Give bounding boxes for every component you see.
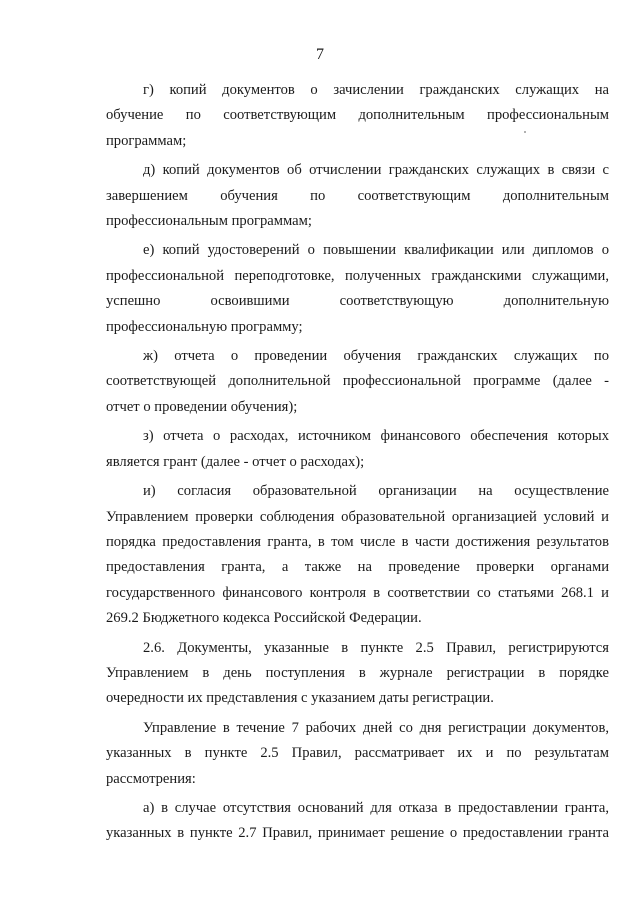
text-line: профессиональную программу; xyxy=(106,318,303,335)
text-line: государственного финансового контроля в соответствии со статьями 268.1 и xyxy=(106,584,609,601)
text-line: 269.2 Бюджетного кодекса Российской Федерации. xyxy=(106,610,422,627)
paragraph-zh xyxy=(106,344,609,420)
page-number: 7 xyxy=(316,46,324,63)
paragraph-i xyxy=(106,479,609,631)
text-line: указанных в пункте 2.5 Правил, рассматривает их и по результатам xyxy=(106,745,609,762)
paragraph-a xyxy=(106,796,609,847)
text-line: завершением обучения по соответствующим дополнительным xyxy=(106,187,609,204)
text-line: а) в случае отсутствия оснований для отказа в предоставлении гранта, xyxy=(143,799,609,816)
text-line: предоставления гранта, а также на проведение проверки органами xyxy=(106,559,609,576)
paragraph-g xyxy=(106,78,609,154)
text-line: соответствующей дополнительной профессиональной программе (далее - xyxy=(106,373,609,390)
paragraph-2-6 xyxy=(106,636,609,712)
text-line: обучение по соответствующим дополнительным профессиональным xyxy=(106,107,609,124)
text-line: Управлением в день поступления в журнале регистрации в порядке xyxy=(106,664,609,681)
text-line: очередности их представления с указанием даты регистрации. xyxy=(106,690,494,707)
scan-speck xyxy=(524,131,526,133)
text-line: успешно освоившими соответствующую дополнительную xyxy=(106,293,609,310)
paragraph-d xyxy=(106,158,609,234)
text-line: Управлением проверки соблюдения образовательной организацией условий и xyxy=(106,508,609,525)
text-line: программам; xyxy=(106,132,187,149)
text-line: указанных в пункте 2.7 Правил, принимает решение о предоставлении гранта xyxy=(106,825,609,842)
text-line: ж) отчета о проведении обучения гражданских служащих по xyxy=(143,348,609,365)
text-line: 2.6. Документы, указанные в пункте 2.5 Правил, регистрируются xyxy=(143,639,609,656)
text-line: профессиональным программам; xyxy=(106,213,312,230)
text-line: д) копий документов об отчислении гражданских служащих в связи с xyxy=(143,162,609,179)
text-line: е) копий удостоверений о повышении квалификации или дипломов о xyxy=(143,242,609,259)
document-body xyxy=(106,78,609,851)
text-line: Управление в течение 7 рабочих дней со дня регистрации документов, xyxy=(143,719,609,736)
text-line: профессиональной переподготовке, полученных гражданскими служащими, xyxy=(106,267,609,284)
text-line: порядка предоставления гранта, в том числе в части достижения результатов xyxy=(106,533,609,550)
text-line: отчет о проведении обучения); xyxy=(106,398,298,415)
text-line: является грант (далее - отчет о расходах); xyxy=(106,453,365,470)
paragraph-z xyxy=(106,424,609,475)
text-line: рассмотрения: xyxy=(106,770,196,787)
paragraph-e xyxy=(106,238,609,340)
paragraph-upravlenie xyxy=(106,716,609,792)
text-line: и) согласия образовательной организации на осуществление xyxy=(143,483,609,500)
text-line: г) копий документов о зачислении гражданских служащих на xyxy=(143,82,609,98)
text-line: з) отчета о расходах, источником финансового обеспечения которых xyxy=(143,428,609,445)
